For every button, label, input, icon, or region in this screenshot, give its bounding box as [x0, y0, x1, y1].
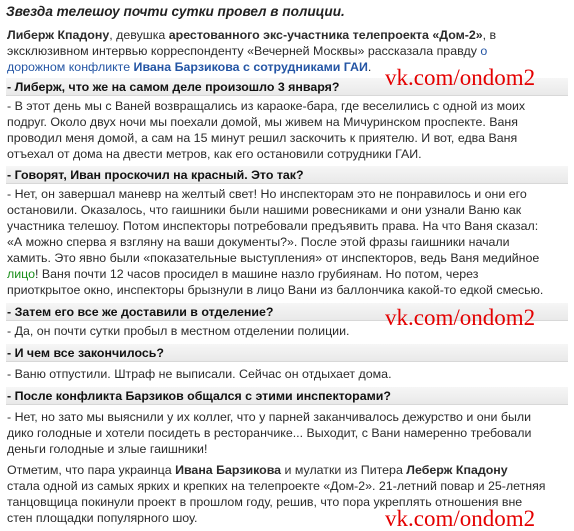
intro-line-2	[7, 43, 487, 59]
article-link[interactable]: о	[480, 44, 488, 58]
article-title: Звезда телешоу почти сутки провел в полиции.	[6, 4, 345, 19]
intro-text: , в	[482, 28, 497, 42]
answer-2-line: приоткрытое окно, инспекторы брызнули в лицо Вани из баллончика какой-то едкой смесью.	[7, 283, 544, 297]
intro-bold: арестованного экс-участника телепроекта «Дом-2»	[168, 28, 483, 42]
question-4: - И чем все закончилось?	[7, 346, 164, 360]
answer-1-line: подруг. Около двух ночи мы поехали домой, мы живем на Мичуринском проспекте. Ваня	[7, 115, 518, 129]
answer-text: ! Ваня почти 12 часов просидел в машине назло грубиянам. Но потом, через	[35, 267, 479, 281]
watermark: vk.com/ondom2	[385, 305, 536, 330]
intro-line-3	[7, 59, 371, 75]
intro-text: , девушка	[109, 28, 169, 42]
intro-line-1	[7, 27, 496, 43]
question-3: - Затем его все же доставили в отделение?	[7, 305, 274, 319]
answer-2-line: - Нет, он завершал маневр на желтый свет! Но инспекторам это не понравилось и они его	[7, 187, 527, 201]
answer-2-line: участника телешоу. Потом инспекторы потребовали предъявить права. На что Ваня сказал:	[7, 219, 539, 233]
outro-line-3: танцовщица покинули проект в прошлом году, решив, что пора укреплять отношения вне	[7, 495, 523, 509]
intro-text: эксклюзивном интервью корреспонденту «Вечерней Москвы» рассказала правду	[7, 44, 481, 58]
answer-2-line: хамить. Это явно были «показательные выступления» от инспекторов, ведь Ваня медийное	[7, 251, 540, 265]
answer-3: - Да, он почти сутки пробыл в местном отделении полиции.	[7, 324, 350, 338]
highlighted-word: лицо	[7, 267, 35, 281]
person-name: Либерж Кпадону	[7, 28, 110, 42]
article-link-bold[interactable]: Ивана Барзикова с сотрудниками ГАИ	[133, 60, 368, 74]
answer-1-line: отъехал от дома на двести метров, как его остановили сотрудники ГАИ.	[7, 147, 422, 161]
outro-line-1	[7, 462, 508, 478]
watermark: vk.com/ondom2	[385, 506, 536, 531]
answer-5-line: дико голодные и хотели посидеть в ресторанчике... Выходит, с Вани намеренно требовали	[7, 426, 532, 440]
answer-2-line: «А можно сперва я взгляну на ваши документы?». После этой фразы гаишники начали	[7, 235, 510, 249]
watermark: vk.com/ondom2	[385, 65, 536, 90]
person-name: Леберж Кпадону	[406, 463, 508, 477]
question-1: - Либерж, что же на самом деле произошло 3 января?	[7, 80, 340, 94]
outro-text: Отметим, что пара украинца	[7, 463, 176, 477]
intro-text: .	[367, 60, 372, 74]
question-2: - Говорят, Иван проскочил на красный. Это так?	[7, 168, 304, 182]
outro-text: и мулатки из Питера	[281, 463, 407, 477]
answer-5-line: деньги голодные и злые гаишники!	[7, 442, 208, 456]
answer-2-line	[7, 266, 478, 282]
article-link[interactable]: дорожном конфликте	[7, 60, 134, 74]
answer-1-line: проводил меня домой, а сам на 15 минут решил заскочить к приятелю. И вот, едва Ваня	[7, 131, 518, 145]
answer-5-line: - Нет, но зато мы выяснили у их коллег, что у парней заканчивалось дежурство и они были	[7, 410, 531, 424]
answer-1-line: - В этот день мы с Ваней возвращались из караоке-бара, где веселились с одной из моих	[7, 99, 526, 113]
outro-line-2: стала одной из самых ярких и крепких на телепроекте «Дом-2». 21-летний повар и 25-летняя	[7, 479, 546, 493]
answer-4: - Ваню отпустили. Штраф не выписали. Сейчас он отдыхает дома.	[7, 367, 392, 381]
answer-2-line: остановили. Оказалось, что гаишники были нашими ровесниками и они узнали Ваню как	[7, 203, 522, 217]
question-5: - После конфликта Барзиков общался с этими инспекторами?	[7, 389, 391, 403]
person-name: Ивана Барзикова	[175, 463, 282, 477]
outro-line-4: стен площадки популярного шоу.	[7, 511, 198, 525]
